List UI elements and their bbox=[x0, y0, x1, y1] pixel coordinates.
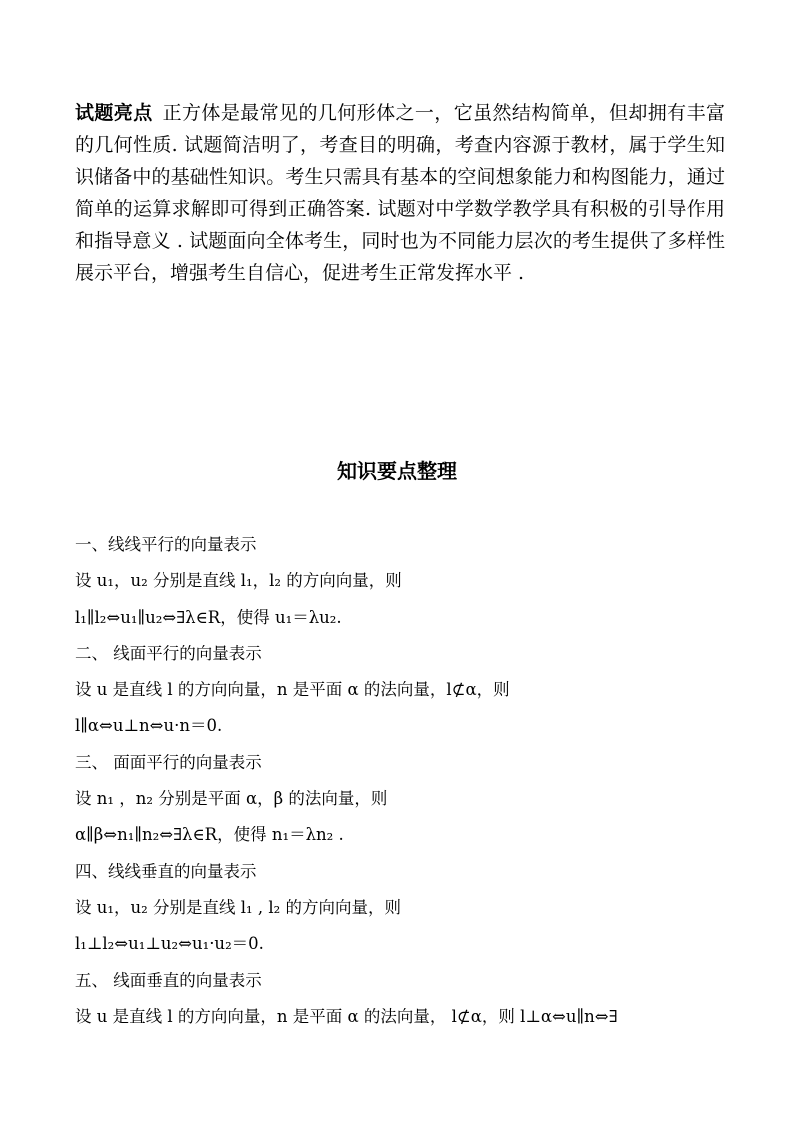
section-heading: 四、线线垂直的向量表示 bbox=[75, 861, 257, 881]
highlight-label: 试题亮点 bbox=[75, 102, 153, 124]
formula-line: l₁⊥l₂⇔u₁⊥u₂⇔u₁·u₂＝0. bbox=[75, 934, 264, 954]
text-line: 设 u₁，u₂ 分别是直线 l₁ , l₂ 的方向向量，则 bbox=[75, 897, 401, 917]
section-heading: 一、线线平行的向量表示 bbox=[75, 535, 257, 554]
section-title: 知识要点整理 bbox=[337, 459, 457, 483]
formula-line: l₁∥l₂⇔u₁∥u₂⇔∃λ∈R，使得 u₁＝λu₂. bbox=[75, 607, 342, 627]
highlight-body: 正方体是最常见的几何形体之一，它虽然结构简单，但却拥有丰富的几何性质. 试题简洁明了，考查目的明确，考查内容源于教材，属于学生知识储备中的基础性知识。考生只需具有基本的空间想象能力和构图能力，通过简单的运算求解即可得到正确答案. 试题对中学数学教学具有积极的引导作用和指导意义 . 试题面向全体考生，同时也为不同能力层次的考生提供了多样性展示平台，增强考生自信心，促进考生正常发挥水平 . bbox=[75, 102, 725, 284]
formula-line: l∥α⇔u⊥n⇔u·n＝0. bbox=[75, 716, 223, 736]
text-line: 设 u 是直线 l 的方向向量，n 是平面 α 的法向量， l⊄α，则 l⊥α⇔u∥n⇔∃ bbox=[75, 1006, 618, 1026]
section-heading: 二、 线面平行的向量表示 bbox=[75, 643, 262, 663]
knowledge-list bbox=[75, 530, 735, 1038]
highlight-text bbox=[75, 97, 725, 289]
section-heading: 三、 面面平行的向量表示 bbox=[75, 752, 262, 772]
highlight-paragraph bbox=[75, 97, 725, 289]
formula-line: α∥β⇔n₁∥n₂⇔∃λ∈R，使得 n₁＝λn₂ . bbox=[75, 825, 344, 845]
text-line: 设 n₁ ，n₂ 分别是平面 α，β 的法向量，则 bbox=[75, 789, 388, 809]
text-line: 设 u 是直线 l 的方向向量，n 是平面 α 的法向量，l⊄α，则 bbox=[75, 680, 510, 700]
section-heading: 五、 线面垂直的向量表示 bbox=[75, 970, 262, 990]
text-line: 设 u₁，u₂ 分别是直线 l₁，l₂ 的方向向量，则 bbox=[75, 571, 402, 591]
